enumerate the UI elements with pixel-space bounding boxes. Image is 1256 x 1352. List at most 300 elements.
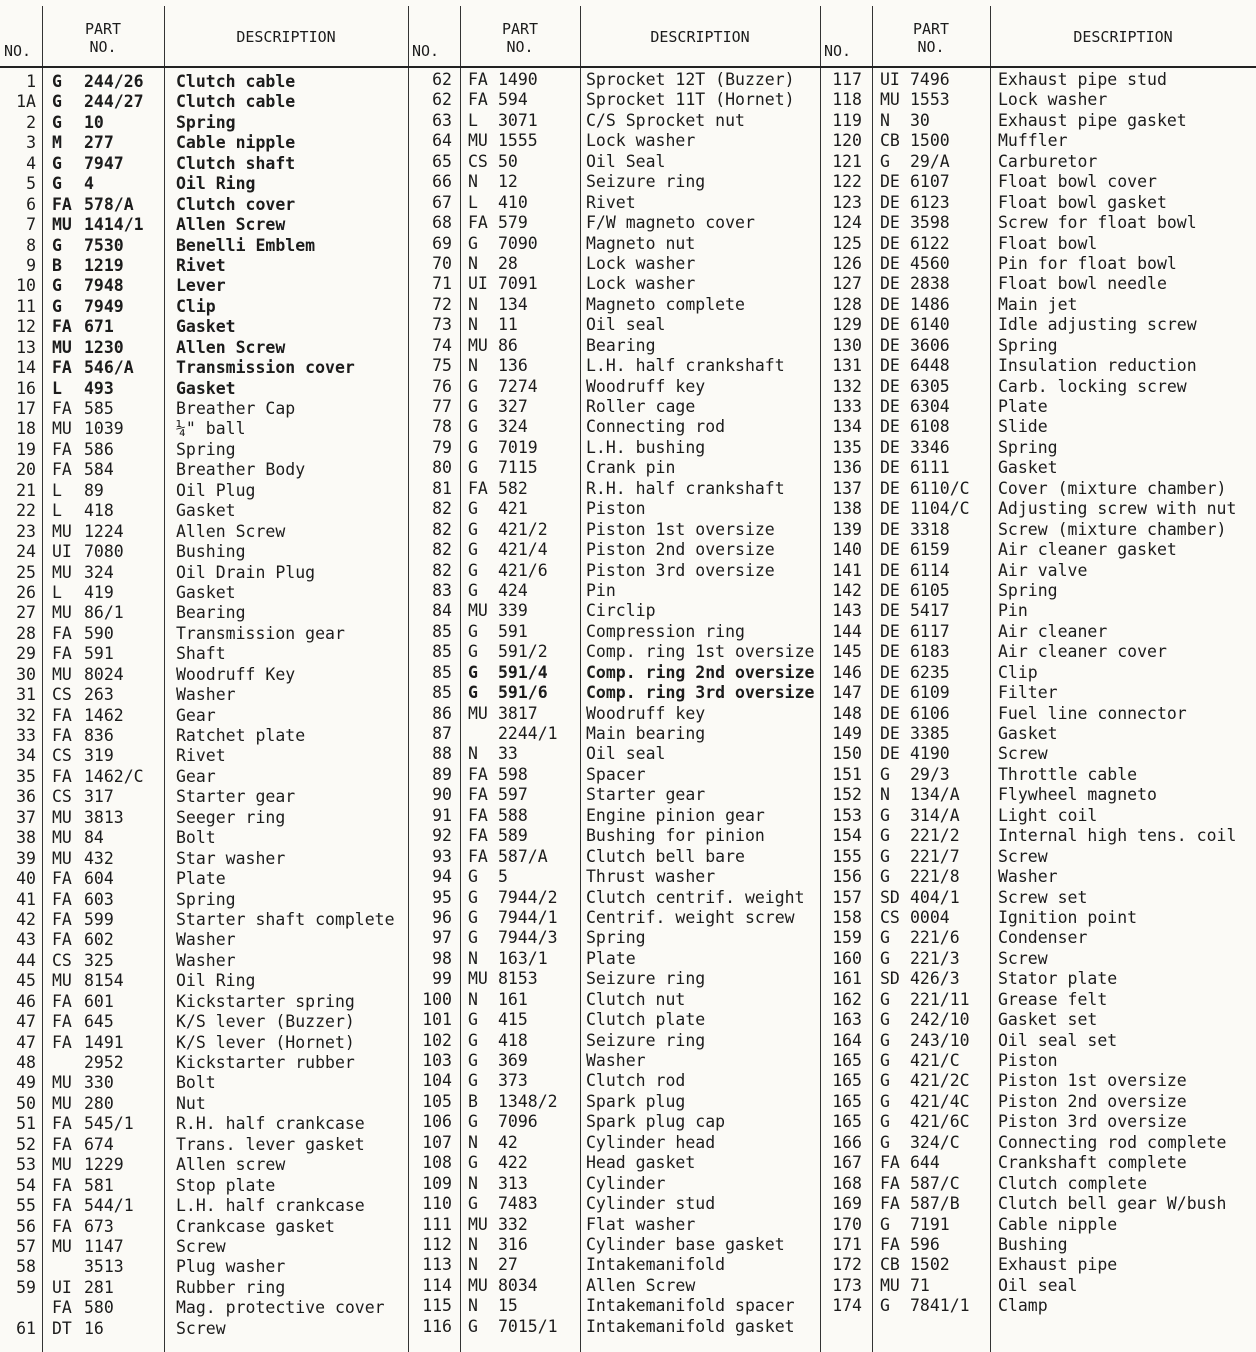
part-prefix: DE — [880, 172, 900, 192]
item-number: 35 — [16, 766, 36, 786]
part-description: Adjusting screw with nut — [998, 499, 1237, 519]
part-description: Crank pin — [586, 458, 676, 478]
part-description: Exhaust pipe — [998, 1255, 1118, 1275]
table-row — [408, 867, 820, 887]
part-prefix: G — [880, 1214, 890, 1234]
part-description: Gasket set — [998, 1010, 1098, 1030]
table-row — [0, 399, 408, 419]
table-row — [0, 665, 408, 685]
header-no: NO. — [412, 42, 440, 60]
item-number: 65 — [432, 151, 452, 171]
part-number: 5 — [498, 867, 508, 887]
part-description: Rivet — [176, 746, 226, 766]
item-number: 34 — [16, 746, 36, 766]
header-part-no: PART NO. — [501, 20, 539, 56]
part-number: 604 — [84, 869, 114, 889]
part-number: 6114 — [910, 560, 950, 580]
part-prefix: G — [52, 276, 62, 296]
table-row — [408, 908, 820, 928]
table-row — [408, 458, 820, 478]
part-description: Spring — [176, 889, 236, 909]
part-prefix: G — [468, 1194, 478, 1214]
part-description: Washer — [176, 685, 236, 705]
item-number: 159 — [832, 928, 862, 948]
part-number: 221/8 — [910, 867, 960, 887]
table-row — [0, 1217, 408, 1237]
part-description: Clutch shaft — [176, 153, 296, 173]
part-prefix: N — [468, 1296, 478, 1316]
table-row — [820, 1235, 1256, 1255]
part-prefix: CS — [468, 151, 488, 171]
part-prefix: FA — [52, 194, 72, 214]
part-description: K/S lever (Buzzer) — [176, 1012, 355, 1032]
part-description: Oil seal — [998, 1275, 1078, 1295]
part-description: Washer — [998, 867, 1058, 887]
table-row — [408, 601, 820, 621]
part-description: Allen Screw — [176, 521, 286, 541]
table-row — [820, 561, 1256, 581]
part-prefix: DE — [880, 376, 900, 396]
part-number: 7115 — [498, 458, 538, 478]
part-prefix: DE — [880, 417, 900, 437]
part-number: 493 — [84, 378, 114, 398]
part-description: Carb. locking screw — [998, 376, 1187, 396]
part-number: 134 — [498, 294, 528, 314]
item-number: 78 — [432, 417, 452, 437]
item-number: 119 — [832, 110, 862, 130]
header-description: DESCRIPTION — [650, 28, 750, 46]
part-prefix: FA — [880, 1173, 900, 1193]
part-number: 1462 — [84, 705, 124, 725]
part-number: 601 — [84, 991, 114, 1011]
table-header — [408, 6, 820, 68]
part-prefix: CS — [52, 950, 72, 970]
part-description: Mag. protective cover — [176, 1298, 385, 1318]
item-number: 138 — [832, 499, 862, 519]
item-number: 47 — [16, 1012, 36, 1032]
part-description: Transmission gear — [176, 623, 345, 643]
table-row — [0, 746, 408, 766]
part-number: 591/6 — [498, 683, 548, 703]
item-number: 22 — [16, 501, 36, 521]
part-prefix: DE — [880, 540, 900, 560]
part-description: Washer — [176, 930, 236, 950]
part-prefix: G — [468, 1153, 478, 1173]
part-prefix: FA — [880, 1153, 900, 1173]
part-prefix: G — [468, 1051, 478, 1070]
item-number: 45 — [16, 971, 36, 991]
table-row — [820, 1215, 1256, 1235]
table-row — [820, 1010, 1256, 1030]
part-number: 671 — [84, 317, 114, 337]
parts-table-body — [820, 68, 1256, 1317]
table-row — [0, 971, 408, 991]
part-description: Allen Screw — [176, 215, 286, 235]
part-prefix: DE — [880, 662, 900, 682]
table-row — [820, 90, 1256, 110]
part-description: Screw (mixture chamber) — [998, 519, 1227, 539]
table-row — [0, 460, 408, 480]
header-no: NO. — [4, 42, 32, 60]
part-prefix: G — [880, 1010, 890, 1030]
part-description: Intakemanifold — [586, 1255, 726, 1275]
table-row — [408, 1051, 820, 1071]
item-number: 48 — [16, 1053, 36, 1072]
table-row — [0, 583, 408, 603]
part-description: Spark plug cap — [586, 1112, 726, 1132]
part-description: Allen screw — [176, 1155, 286, 1175]
table-row — [820, 1092, 1256, 1112]
part-number: 597 — [498, 785, 528, 805]
part-prefix: MU — [468, 1275, 488, 1295]
item-number: 77 — [432, 397, 452, 416]
item-number: 85 — [432, 621, 452, 641]
part-description: ¼" ball — [176, 419, 246, 439]
part-prefix: CS — [52, 746, 72, 766]
item-number: 43 — [16, 930, 36, 950]
part-number: 161 — [498, 989, 528, 1009]
item-number: 171 — [832, 1234, 862, 1254]
part-description: Float bowl gasket — [998, 192, 1167, 212]
part-number: 1147 — [84, 1236, 124, 1256]
part-number: 6117 — [910, 621, 950, 641]
item-number: 168 — [832, 1173, 862, 1193]
table-row — [408, 847, 820, 867]
item-number: 1A — [16, 92, 36, 112]
table-row — [0, 1196, 408, 1216]
part-description: Cylinder — [586, 1173, 666, 1193]
table-row — [0, 338, 408, 358]
item-number: 157 — [832, 887, 862, 907]
item-number: 16 — [16, 378, 36, 398]
part-description: Spark plug — [586, 1091, 686, 1111]
part-description: Slide — [998, 417, 1048, 437]
part-description: Plug washer — [176, 1257, 286, 1277]
part-number: 324 — [84, 562, 114, 582]
item-number: 154 — [832, 826, 862, 846]
part-prefix: FA — [52, 1298, 72, 1318]
part-number: 603 — [84, 889, 114, 909]
part-prefix: N — [468, 1173, 478, 1193]
item-number: 106 — [422, 1112, 452, 1132]
part-prefix: UI — [52, 542, 72, 562]
item-number: 7 — [26, 215, 36, 235]
table-row — [820, 520, 1256, 540]
part-description: Condenser — [998, 928, 1088, 948]
item-number: 86 — [432, 703, 452, 723]
part-number: 7949 — [84, 296, 124, 316]
part-prefix: N — [468, 948, 478, 968]
item-number: 163 — [832, 1010, 862, 1030]
item-number: 117 — [832, 70, 862, 89]
part-number: 587/A — [498, 846, 548, 866]
part-prefix: L — [52, 582, 62, 602]
part-description: Compression ring — [586, 621, 745, 641]
part-prefix: G — [880, 1030, 890, 1050]
item-number: 85 — [432, 683, 452, 703]
part-prefix: MU — [52, 971, 72, 991]
part-number: 581 — [84, 1175, 114, 1195]
part-description: Clutch centrif. weight — [586, 887, 805, 907]
part-prefix: FA — [52, 1196, 72, 1216]
part-description: Grease felt — [998, 989, 1108, 1009]
part-number: 6183 — [910, 642, 950, 662]
item-number: 19 — [16, 439, 36, 459]
part-prefix: FA — [880, 1194, 900, 1214]
part-description: C/S Sprocket nut — [586, 110, 745, 130]
part-prefix: FA — [52, 705, 72, 725]
part-number: 7841/1 — [910, 1296, 970, 1316]
part-number: 6106 — [910, 703, 950, 723]
item-number: 89 — [432, 764, 452, 784]
table-row — [820, 499, 1256, 519]
table-row — [0, 1094, 408, 1114]
item-number: 129 — [832, 315, 862, 335]
table-row — [820, 1296, 1256, 1316]
table-row — [408, 581, 820, 601]
part-prefix: DE — [880, 356, 900, 376]
item-number: 88 — [432, 744, 452, 764]
part-prefix: G — [468, 580, 478, 600]
table-row — [820, 806, 1256, 826]
part-number: 6304 — [910, 397, 950, 416]
item-number: 150 — [832, 744, 862, 764]
item-number: 44 — [16, 950, 36, 970]
item-number: 73 — [432, 315, 452, 335]
part-prefix: G — [468, 662, 478, 682]
item-number: 120 — [832, 131, 862, 151]
part-prefix: B — [52, 255, 62, 275]
table-row — [0, 992, 408, 1012]
part-number: 277 — [84, 133, 114, 153]
part-prefix: FA — [52, 1032, 72, 1052]
table-row — [820, 969, 1256, 989]
table-row — [408, 806, 820, 826]
item-number: 172 — [832, 1255, 862, 1275]
table-row — [820, 949, 1256, 969]
part-number: 29/3 — [910, 764, 950, 784]
part-prefix: MU — [52, 603, 72, 623]
part-number: 0004 — [910, 907, 950, 927]
part-number: 317 — [84, 787, 114, 807]
part-prefix: MU — [52, 1236, 72, 1256]
item-number: 101 — [422, 1010, 452, 1030]
part-prefix: DE — [880, 499, 900, 519]
table-row — [820, 1031, 1256, 1051]
table-row — [820, 254, 1256, 274]
part-description: Oil Drain Plug — [176, 562, 316, 582]
table-row — [820, 847, 1256, 867]
part-description: Rubber ring — [176, 1277, 286, 1297]
part-number: 136 — [498, 356, 528, 376]
item-number: 47 — [16, 1032, 36, 1052]
part-prefix: M — [52, 133, 62, 153]
part-number: 28 — [498, 253, 518, 273]
part-prefix: FA — [52, 439, 72, 459]
item-number: 80 — [432, 458, 452, 478]
part-description: Rivet — [586, 192, 636, 212]
part-description: Piston 2nd oversize — [998, 1091, 1187, 1111]
parts-column-2 — [408, 6, 820, 1352]
part-number: 591 — [498, 621, 528, 641]
part-prefix: DE — [880, 458, 900, 478]
part-prefix: FA — [468, 785, 488, 805]
item-number: 156 — [832, 867, 862, 887]
part-number: 3318 — [910, 519, 950, 539]
item-number: 23 — [16, 521, 36, 541]
part-number: 585 — [84, 399, 114, 418]
item-number: 29 — [16, 644, 36, 664]
part-description: Sprocket 11T (Hornet) — [586, 90, 795, 110]
table-row — [408, 663, 820, 683]
table-row — [820, 152, 1256, 172]
part-description: Clutch cable — [176, 92, 296, 112]
table-row — [408, 479, 820, 499]
table-row — [408, 1133, 820, 1153]
table-row — [408, 274, 820, 294]
part-description: Cylinder head — [586, 1132, 716, 1152]
part-prefix: G — [880, 1051, 890, 1070]
part-number: 1230 — [84, 337, 124, 357]
part-description: Comp. ring 2nd oversize — [586, 662, 815, 682]
part-prefix: FA — [52, 460, 72, 480]
part-description: Clamp — [998, 1296, 1048, 1316]
item-number: 82 — [432, 499, 452, 519]
part-prefix: N — [468, 1255, 478, 1275]
table-row — [408, 1235, 820, 1255]
part-description: Woodruff key — [586, 703, 706, 723]
header-no: NO. — [824, 42, 852, 60]
part-number: 415 — [498, 1010, 528, 1030]
part-description: Filter — [998, 683, 1058, 703]
table-row — [408, 1215, 820, 1235]
item-number: 6 — [26, 194, 36, 214]
part-prefix: DE — [880, 560, 900, 580]
table-row — [408, 356, 820, 376]
item-number: 108 — [422, 1153, 452, 1173]
table-row — [0, 317, 408, 337]
table-row — [0, 522, 408, 542]
part-description: Gasket — [176, 378, 236, 398]
item-number: 1 — [26, 72, 36, 91]
table-row — [820, 295, 1256, 315]
item-number: 141 — [832, 560, 862, 580]
part-description: Gasket — [998, 724, 1058, 743]
part-description: Bearing — [176, 603, 246, 623]
table-row — [408, 90, 820, 110]
part-prefix: G — [880, 867, 890, 887]
part-number: 546/A — [84, 358, 134, 378]
part-prefix: FA — [52, 1114, 72, 1134]
item-number: 79 — [432, 437, 452, 457]
part-number: 324/C — [910, 1132, 960, 1152]
part-prefix: FA — [52, 317, 72, 337]
part-description: Flywheel magneto — [998, 785, 1157, 805]
part-prefix: G — [468, 1071, 478, 1091]
item-number: 121 — [832, 151, 862, 171]
part-description: Main jet — [998, 294, 1078, 314]
item-number: 136 — [832, 458, 862, 478]
table-row — [820, 663, 1256, 683]
part-number: 1224 — [84, 521, 124, 541]
table-row — [820, 274, 1256, 294]
item-number: 92 — [432, 826, 452, 846]
part-number: 422 — [498, 1153, 528, 1173]
item-number: 114 — [422, 1275, 452, 1295]
part-description: K/S lever (Hornet) — [176, 1032, 355, 1052]
item-number: 130 — [832, 335, 862, 355]
table-row — [408, 969, 820, 989]
table-row — [0, 787, 408, 807]
item-number: 57 — [16, 1236, 36, 1256]
part-prefix: FA — [468, 764, 488, 784]
table-row — [0, 174, 408, 194]
table-row — [820, 1276, 1256, 1296]
part-prefix: L — [468, 192, 478, 212]
part-number: 591/2 — [498, 642, 548, 662]
item-number: 161 — [832, 969, 862, 989]
item-number: 107 — [422, 1132, 452, 1152]
table-row — [820, 172, 1256, 192]
part-number: 6105 — [910, 580, 950, 600]
part-prefix: MU — [52, 562, 72, 582]
table-row — [820, 1071, 1256, 1091]
part-description: Oil Seal — [586, 151, 666, 171]
part-number: 316 — [498, 1234, 528, 1254]
table-row — [820, 785, 1256, 805]
table-row — [820, 397, 1256, 417]
part-number: 2244/1 — [498, 724, 558, 743]
part-prefix: N — [468, 1132, 478, 1152]
table-row — [0, 1033, 408, 1053]
part-description: Gasket — [176, 582, 236, 602]
item-number: 81 — [432, 478, 452, 498]
part-prefix: MU — [52, 337, 72, 357]
part-number: 7191 — [910, 1214, 950, 1234]
part-prefix: MU — [52, 848, 72, 868]
item-number: 132 — [832, 376, 862, 396]
item-number: 30 — [16, 664, 36, 684]
item-number: 27 — [16, 603, 36, 623]
table-row — [0, 1073, 408, 1093]
part-number: 6111 — [910, 458, 950, 478]
part-number: 594 — [498, 90, 528, 110]
item-number: 49 — [16, 1073, 36, 1093]
part-description: F/W magneto cover — [586, 213, 755, 233]
table-row — [0, 951, 408, 971]
table-row — [408, 642, 820, 662]
part-prefix: DE — [880, 621, 900, 641]
part-description: Bolt — [176, 1073, 216, 1093]
part-number: 598 — [498, 764, 528, 784]
part-number: 579 — [498, 213, 528, 233]
part-description: Gear — [176, 705, 216, 725]
part-description: Clutch bell bare — [586, 846, 745, 866]
table-row — [408, 172, 820, 192]
part-description: Screw — [998, 846, 1048, 866]
part-description: Light coil — [998, 805, 1098, 825]
table-row — [408, 1071, 820, 1091]
part-description: Throttle cable — [998, 764, 1138, 784]
part-prefix: G — [880, 989, 890, 1009]
part-prefix: FA — [468, 805, 488, 825]
part-prefix: FA — [52, 1216, 72, 1236]
part-number: 3598 — [910, 213, 950, 233]
table-row — [408, 1174, 820, 1194]
table-row — [408, 540, 820, 560]
part-number: 263 — [84, 685, 114, 705]
table-row — [820, 1133, 1256, 1153]
